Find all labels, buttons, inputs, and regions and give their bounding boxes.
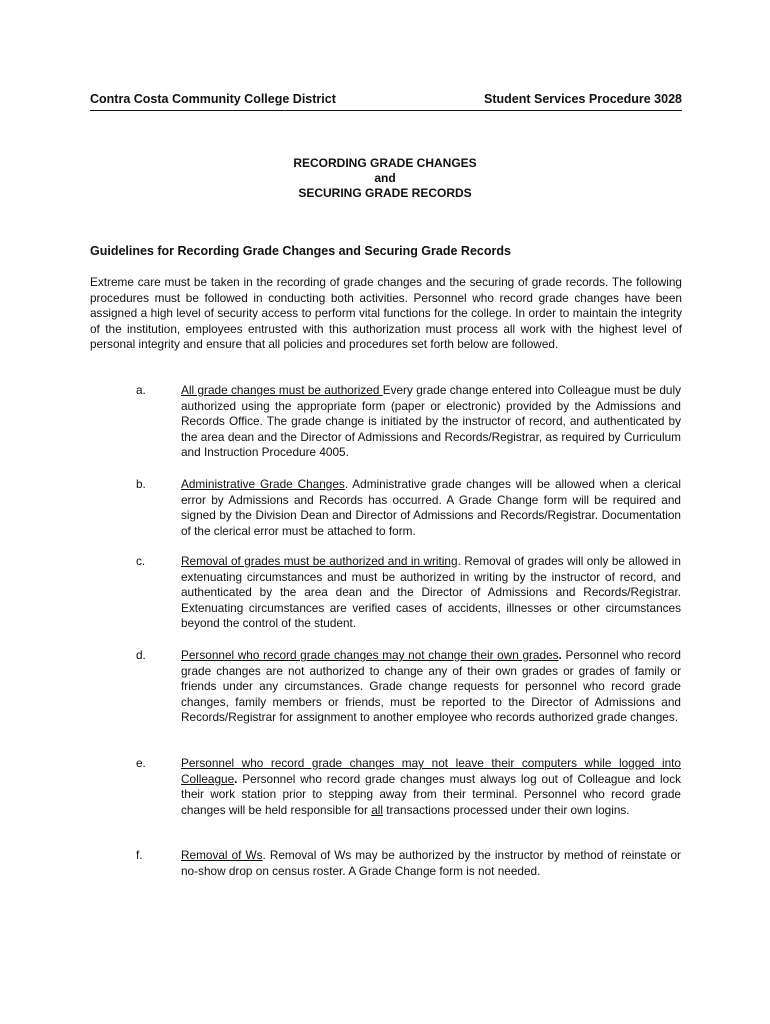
item-heading: Removal of Ws	[181, 848, 263, 862]
item-body	[181, 848, 681, 879]
list-item-d	[90, 648, 682, 726]
item-heading-period: .	[558, 648, 562, 662]
item-text: Personnel who record grade changes must always log out of Colleague and lock their work station prior to stepping away from their terminal. Personnel who record grade changes will be held responsible for	[181, 771, 681, 817]
item-letter: b.	[136, 477, 146, 491]
item-heading: Removal of grades must be authorized and in writing	[181, 554, 458, 568]
item-letter: e.	[136, 756, 146, 770]
item-heading: Personnel who record grade changes may not leave their computers while logged into Colleague	[181, 756, 681, 786]
item-body	[181, 756, 681, 818]
list-item-e	[90, 756, 682, 818]
item-body	[181, 477, 681, 539]
title-line-1: RECORDING GRADE CHANGES	[293, 156, 477, 170]
list-item-f	[90, 848, 682, 879]
item-letter: f.	[136, 848, 143, 862]
intro-paragraph: Extreme care must be taken in the recording of grade changes and the securing of grade records. The following procedures must be followed in conducting both activities. Personnel who record grade changes have been assigned a high level of security access to perform vital functions for the college. In order to maintain the integrity of the institution, employees entrusted with this authorization must process all work with the highest level of personal integrity and ensure that all policies and procedures set forth below are followed.	[90, 275, 682, 352]
title-line-3: SECURING GRADE RECORDS	[298, 186, 472, 200]
section-heading: Guidelines for Recording Grade Changes and Securing Grade Records	[90, 244, 511, 258]
list-item-a	[90, 383, 682, 461]
item-text: . Administrative grade changes will be allowed when a clerical error by Admissions and Records has occurred. A Grade Change form will be required and signed by the Division Dean and Director of Admissions and Records/Registrar. Documentation of the clerical error must be attached to form.	[181, 477, 681, 538]
item-text: . Removal of grades will only be allowed in extenuating circumstances and must be authorized in writing by the instructor of record, and authenticated by the area dean and the Director of Admissions and Records/Registrar. Extenuating circumstances are verified cases of accidents, illnesses or other circumstances beyond the control of the student.	[181, 554, 681, 631]
header-district: Contra Costa Community College District	[90, 92, 336, 106]
item-heading: Personnel who record grade changes may not change their own grades	[181, 648, 559, 662]
item-text: . Removal of Ws may be authorized by the instructor by method of reinstate or no-show drop on census roster. A Grade Change form is not needed.	[181, 848, 681, 878]
item-emphasis: all	[371, 802, 383, 817]
item-heading: Administrative Grade Changes	[181, 477, 345, 491]
list-item-c	[90, 554, 682, 632]
list-item-b	[90, 477, 682, 539]
header-procedure-number: Student Services Procedure 3028	[483, 92, 682, 106]
title-line-2: and	[374, 171, 396, 185]
item-heading: All grade changes must be authorized	[181, 383, 383, 397]
item-body	[181, 383, 681, 461]
item-text: Personnel who record grade changes are not authorized to change any of their own grades or grades of family or friends under any circumstances. Grade change requests for personnel who record grade changes, family members or friends, must be reported to the Director of Admissions and Records/Registrar for assignment to another employee who records authorized grade changes.	[181, 648, 681, 725]
item-text-end: transactions processed under their own logins.	[383, 802, 630, 817]
item-body	[181, 648, 681, 726]
document-title	[90, 156, 680, 201]
item-letter: a.	[136, 383, 146, 397]
item-heading-period: .	[234, 771, 238, 786]
page-header	[90, 92, 682, 111]
item-letter: c.	[136, 554, 146, 568]
item-letter: d.	[136, 648, 146, 662]
item-text: Every grade change entered into Colleague must be duly authorized using the appropriate form (paper or electronic) provided by the Admissions and Records Office. The grade change is initiated by the instructor of record, and authenticated by the area dean and the Director of Admissions and Records/Registrar, as required by Curriculum and Instruction Procedure 4005.	[181, 383, 682, 460]
item-body	[181, 554, 681, 632]
